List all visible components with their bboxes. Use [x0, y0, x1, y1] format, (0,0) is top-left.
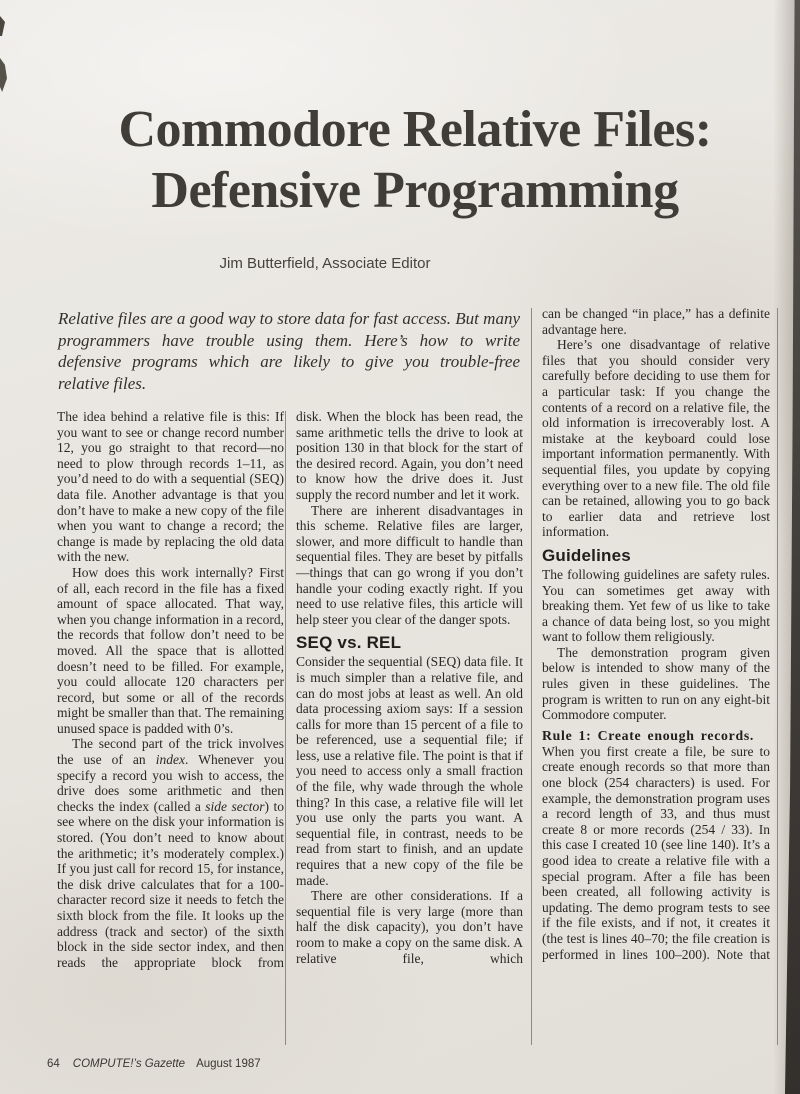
paragraph: When you first create a file, be sure to create enough records so that more than one block (254 characters) is used. For example, the demonstration program uses a record length of 33, and thus must create 8 or more records (254 / 33). In this case I created 10 (see line 140). It’s a good idea to create a relative file with a special program. After a file has been been created, all following activity is updating. The demo program tests to see if the file exists, and if not, it creates it (the test is lines 40–70; the file creation is performed in lines 100–200). Note that	[542, 743, 770, 962]
paragraph	[57, 736, 284, 970]
column-2	[296, 409, 523, 966]
article-title-line2: Defensive Programming	[151, 162, 679, 219]
column-1	[57, 409, 284, 970]
issue-date: August 1987	[196, 1058, 261, 1070]
paragraph: disk. When the block has been read, the same arithmetic tells the drive to look at position 130 in that block for the start of the desired record. Again, you don’t need to know how the drive does it. Just supply the record number and let it work.	[296, 409, 523, 502]
article-title	[30, 99, 800, 221]
paragraph-text: ) to see where on the disk your information is stored. (You don’t need to know about the arithmetic; it’s moderately complex.) If you just call for record 15, for instance, the disk drive calculates that for a 100-character record size it needs to fetch the sixth block from the file. It looks up the address (track and sector) of the sixth block in the side sector index, and then reads the appropriate block from	[57, 798, 284, 970]
intro-abstract: Relative files are a good way to store data for fast access. But many programmers have trouble using them. Here’s how to write defensive programs which are likely to give you trouble-free relative files.	[58, 309, 520, 393]
paragraph: Here’s one disadvantage of relative files that you should consider very carefully before deciding to use them for a particular task: If you change the contents of a record on a relative file, the old information is irrecoverably lost. A mistake at the keyboard could lose important information permanently. With sequential files, you update by copying everything over to a new file. The old file can be retained, allowing you to go back to earlier data and retrieve lost information.	[542, 337, 770, 540]
paragraph: There are other considerations. If a sequential file is very large (more than half the disk capacity), you don’t have room to make a copy on the same disk. A relative file, which	[296, 888, 523, 966]
rule-1-heading: Rule 1: Create enough records.	[542, 727, 755, 743]
italic-term-index: index	[155, 752, 185, 768]
magazine-name: COMPUTE!’s Gazette	[72, 1058, 186, 1070]
paragraph: The demonstration program given below is intended to show many of the rules given in these guidelines. The program is written to run on any eight-bit Commodore computer.	[542, 644, 770, 723]
paragraph: The following guidelines are safety rules. You can sometimes get away with breaking them. Yet few of us like to take a chance of data being lost, so you might want to follow them religiously.	[542, 566, 770, 645]
paragraph: How does this work internally? First of all, each record in the file has a fixed amount of space allocated. That way, when you change information in a record, the records that follow don’t need to be moved. All the space that is allotted doesn’t need to be filled. For example, you could allocate 120 characters per record, but some or all of the records might be smaller than that. The remaining unused space is padded with 0’s.	[57, 564, 284, 736]
paragraph: The idea behind a relative file is this: If you want to see or change record number 12, you go straight to that record—no need to plow through records 1–11, as you’d need to do with a sequential (SEQ) data file. Another advantage is that you don’t have to make a new copy of the file when you want to change a record; the change is made by replacing the old data with the new.	[57, 409, 284, 565]
column-3	[542, 306, 770, 962]
scan-artifact	[0, 16, 5, 36]
section-heading-seq-vs-rel: SEQ vs. REL	[296, 633, 402, 653]
byline: Jim Butterfield, Associate Editor	[219, 255, 431, 272]
italic-term-side-sector: side sector	[205, 798, 265, 814]
scan-artifact	[0, 58, 7, 92]
paragraph: There are inherent disadvantages in this scheme. Relative files are larger, slower, and more difficult to handle than sequential files. They are beset by pitfalls—things that can go wrong if you don’t handle your coding exactly right. If you need to use relative files, this article will help steer you clear of the danger spots.	[296, 502, 523, 627]
page-footer	[47, 1058, 261, 1070]
column-rule-2	[531, 308, 532, 1045]
paragraph-text: . Whenever you specify a record you wish to access, the drive does some arithmetic and then checks the index (called a	[57, 752, 284, 814]
paragraph: can be changed “in place,” has a definite advantage here.	[542, 306, 770, 337]
paragraph-text: The second part of the trick involves the use of an	[57, 736, 284, 768]
column-rule-1	[285, 411, 286, 1045]
article-title-line1: Commodore Relative Files:	[118, 101, 712, 158]
section-heading-guidelines: Guidelines	[542, 545, 631, 565]
column-rule-3	[777, 308, 778, 1045]
paragraph: Consider the sequential (SEQ) data file. It is much simpler than a relative file, and can do most jobs at least as well. An old data processing axiom says: If a session calls for more than 15 percent of a file to be referenced, use a sequential file; if less, use a relative file. The point is that if you need to access only a small fraction of the file, why wade through the whole thing? In this case, a relative file will let you use only the parts you want. A sequential file, in contrast, needs to be read from start to finish, and an update requires that a new copy of the file be made.	[296, 654, 523, 888]
page-number: 64	[47, 1058, 60, 1070]
